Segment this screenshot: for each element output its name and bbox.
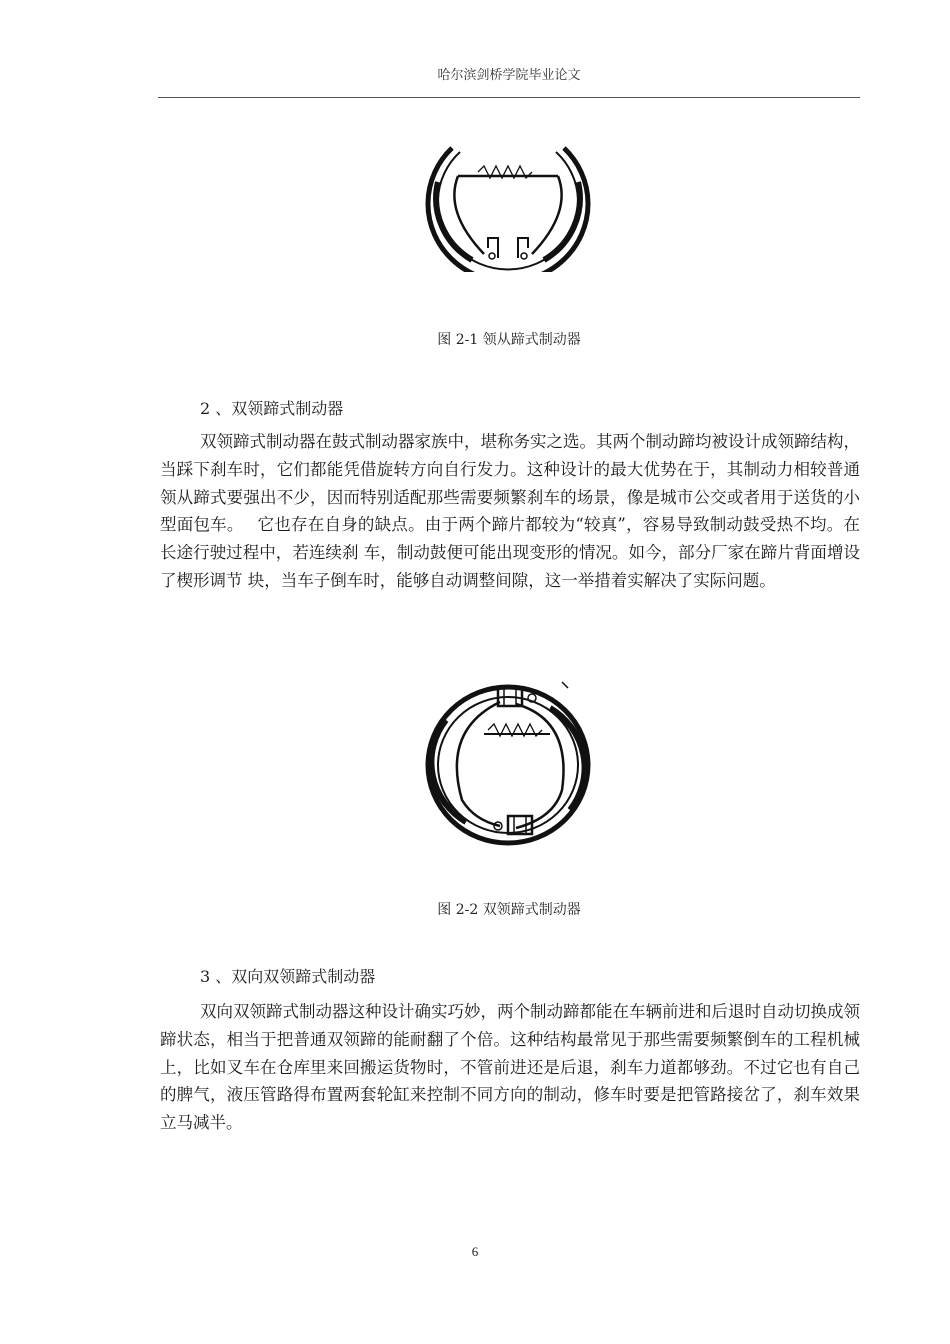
section-heading-2: 2 、双领蹄式制动器 xyxy=(200,399,344,418)
figure-2-2-double-leading-brake xyxy=(422,680,594,850)
section-2-paragraph: 双领蹄式制动器在鼓式制动器家族中，堪称务实之选。其两个制动蹄均被设计成领蹄结构，当踩下刹车时，它们都能凭借旋转方向自行发力。这种设计的最大优势在于，其制动力相较普通领从蹄式要强出不少，因而特别适配那些需要频繁刹车的场景，像是城市公交或者用于送货的小型面包车。 它也存在自身的缺点。由于两个蹄片都较为“较真”，容易导致制动鼓受热不均。在长途行驶过程中，若连续刹 车，制动鼓便可能出现变形的情况。如今，部分厂家在蹄片背面增设了楔形调节 块，当车子倒车时，能够自动调整间隙，这一举措着实解决了实际问题。 xyxy=(160,432,860,590)
figure-2-1-leading-trailing-brake xyxy=(422,142,594,272)
section-heading-3: 3 、双向双领蹄式制动器 xyxy=(200,967,376,986)
header-divider xyxy=(158,97,860,98)
figure-2-2-caption: 图 2-2 双领蹄式制动器 xyxy=(437,902,581,918)
figure-2-1-caption: 图 2-1 领从蹄式制动器 xyxy=(437,332,581,348)
section-3-paragraph: 双向双领蹄式制动器这种设计确实巧妙，两个制动蹄都能在车辆前进和后退时自动切换成领蹄状态，相当于把普通双领蹄的能耐翻了个倍。这种结构最常见于那些需要频繁倒车的工程机械上，比如叉车在仓库里来回搬运货物时，不管前进还是后退，刹车力道都够劲。不过它也有自己的脾气，液压管路得布置两套轮缸来控制不同方向的制动，修车时要是把管路接岔了，刹车效果立马减半。 xyxy=(160,1002,860,1133)
page-number: 6 xyxy=(471,1244,479,1259)
page-header: 哈尔滨剑桥学院毕业论文 xyxy=(437,68,581,83)
